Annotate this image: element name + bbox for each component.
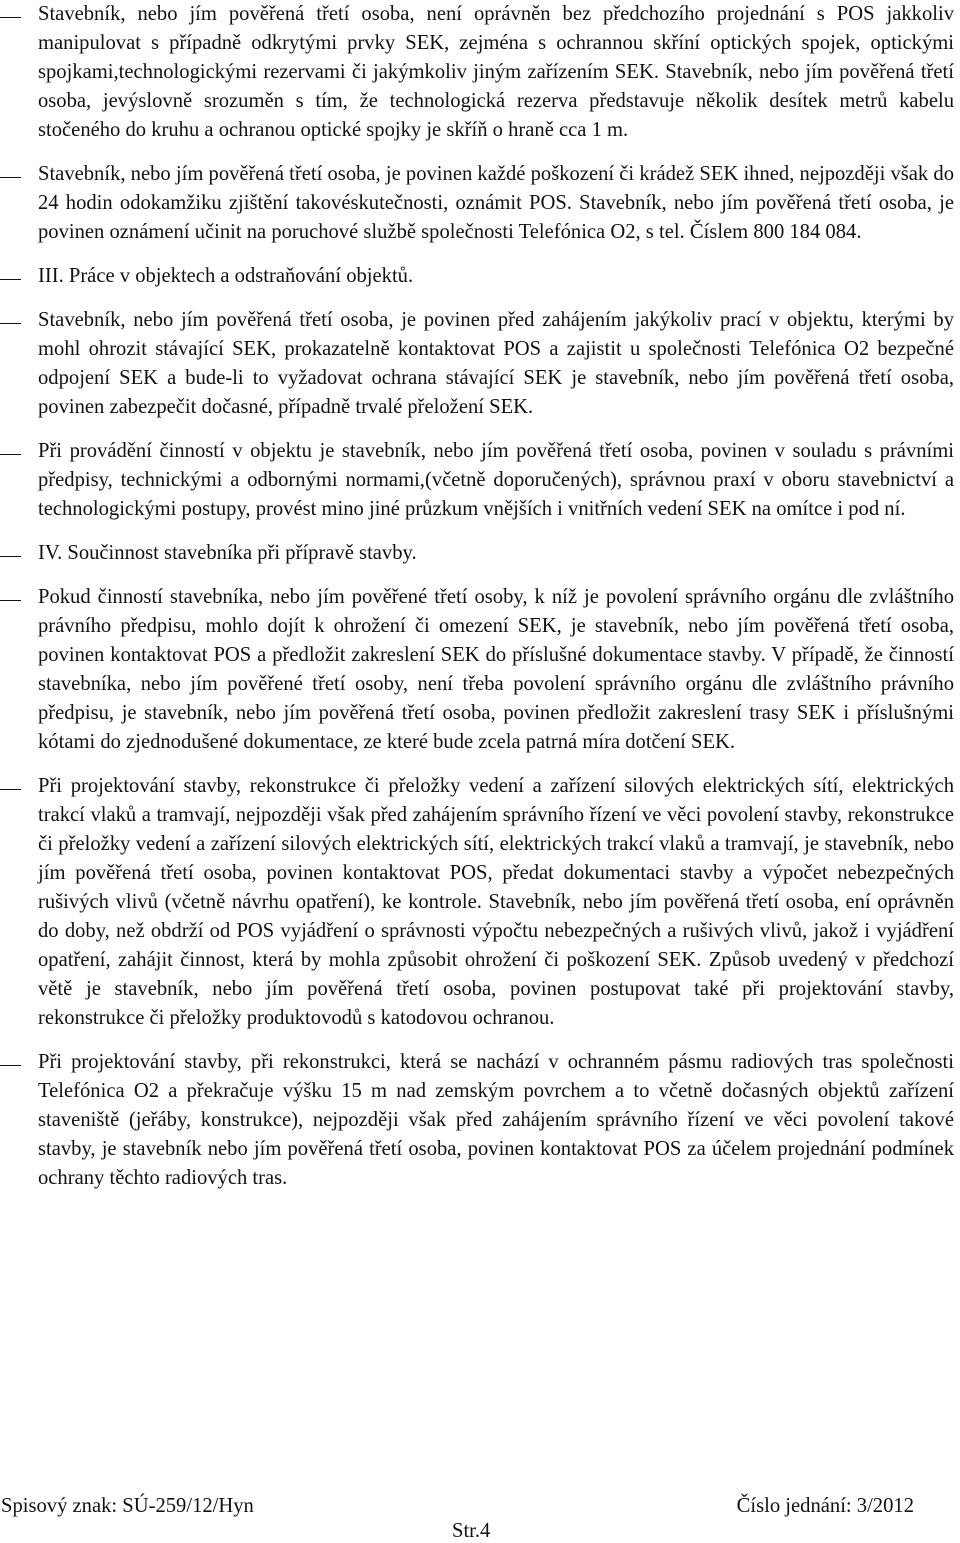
paragraph-text: Stavebník, nebo jím pověřená třetí osoba, je povinen každé poškození či krádež SEK ihned, nejpozději však do 24 hodin odokamžiku zjištění takovéskutečnosti, oznámit POS. Stavebník, nebo jím pověřená třetí osoba, je povinen oznámení učinit na poruchové službě společnosti Telefónica O2, s tel. Číslem 800 184 084.: [38, 163, 954, 243]
dash-bullet: [0, 556, 21, 557]
paragraph-text: Pokud činností stavebníka, nebo jím pověřené třetí osoby, k níž je povolení správního orgánu dle zvláštního právního předpisu, mohlo dojít k ohrožení či omezení SEK, je stavebník, nebo jím pověřená třetí osoba, povinen kontaktovat POS a předložit zakreslení SEK do příslušné dokumentace stavby. V případě, že činností stavebníka, nebo jím pověřené třetí osoby, není třeba povolení správního orgánu dle zvláštního právního předpisu, je stavebník, nebo jím pověřená třetí osoba, povinen předložit zakreslení trasy SEK i příslušnými kótami do zjednodušené dokumentace, ze které bude zcela patrná míra dotčení SEK.: [38, 586, 954, 753]
dash-bullet: [0, 600, 21, 601]
paragraph-text: Při projektování stavby, rekonstrukce či přeložky vedení a zařízení silových elektrických sítí, elektrických trakcí vlaků a tramvají, nejpozději však před zahájením správního řízení ve věci povolení stavby, rekonstrukce či přeložky vedení a zařízení silových elektrických sítí, elektrických trakcí vlaků a tramvají, je stavebník, nebo jím pověřená třetí osoba, povinen kontaktovat POS, předat dokumentaci stavby a výpočet nebezpečných rušivých vlivů (včetně návrhu opatření), ke kontrole. Stavebník, nebo jím pověřená třetí osoba, ení oprávněn do doby, než obdrží od POS vyjádření o správnosti výpočtu nebezpečných a rušivých vlivů, jakož i vyjádření opatření, zahájit činnost, která by mohla způsobit ohrožení či poškození SEK. Způsob uvedený v předchozí větě je stavebník, nebo jím pověřená třetí osoba, povinen postupovat také při projektování stavby, rekonstrukce či přeložky produktovodů s katodovou ochranou.: [38, 775, 954, 1029]
reference-number: Číslo jednání: 3/2012: [736, 1495, 914, 1517]
section-heading-item: [0, 539, 960, 568]
list-item: [0, 583, 960, 757]
dash-bullet: [0, 1065, 21, 1066]
list-item: [0, 437, 960, 524]
list-item: [0, 772, 960, 1033]
paragraph-text: Při projektování stavby, při rekonstrukci, která se nachází v ochranném pásmu radiových tras společnosti Telefónica O2 a překračuje výšku 15 m nad zemským povrchem a to včetně dočasných objektů zařízení staveniště (jeřáby, konstrukce), nejpozději však před zahájením správního řízení ve věci povolení takové stavby, je stavebník nebo jím pověřená třetí osoba, povinen kontaktovat POS za účelem projednání podmínek ochrany těchto radiových tras.: [38, 1051, 954, 1189]
dash-bullet: [0, 454, 21, 455]
page-footer: [0, 1492, 918, 1522]
section-heading: IV. Součinnost stavebníka při přípravě stavby.: [38, 542, 417, 564]
list-item: [0, 306, 960, 422]
dash-bullet: [0, 789, 21, 790]
list-item: [0, 1048, 960, 1193]
dash-bullet: [0, 323, 21, 324]
list-item: [0, 160, 960, 247]
paragraph-text: Při provádění činností v objektu je stavebník, nebo jím pověřená třetí osoba, povinen v souladu s právními předpisy, technickými a odbornými normami,(včetně doporučených), správnou praxí v oboru stavebnictví a technologickými postupy, provést mino jiné průzkum vnějších i vnitřních vedení SEK na omítce i pod ní.: [38, 440, 954, 520]
paragraph-text: Stavebník, nebo jím pověřená třetí osoba, je povinen před zahájením jakýkoliv prací v objektu, kterými by mohl ohrozit stávající SEK, prokazatelně kontaktovat POS a zajistit u společnosti Telefónica O2 bezpečné odpojení SEK a bude-li to vyžadovat ochrana stávající SEK je stavebník, nebo jím pověřená třetí osoba, povinen zabezpečit dočasné, případně trvalé přeložení SEK.: [38, 309, 954, 418]
paragraph-text: Stavebník, nebo jím pověřená třetí osoba, není oprávněn bez předchozího projednání s POS jakkoliv manipulovat s případně odkrytými prvky SEK, zejména s ochrannou skříní optických spojek, optickými spojkami,technologickými rezervami či jakýmkoliv jiným zařízením SEK. Stavebník, nebo jím pověřená třetí osoba, jevýslovně srozuměn s tím, že technologická rezerva představuje několik desítek metrů kabelu stočeného do kruhu a ochranou optické spojky je skříň o hraně cca 1 m.: [38, 3, 954, 141]
list-item: [0, 0, 960, 145]
section-heading-item: [0, 262, 960, 291]
dash-bullet: [0, 17, 21, 18]
file-number: Spisový znak: SÚ-259/12/Hyn: [1, 1495, 254, 1517]
section-heading: III. Práce v objektech a odstraňování objektů.: [38, 265, 414, 287]
dash-bullet: [0, 279, 21, 280]
page-number: Str.4: [452, 1520, 491, 1542]
dash-bullet: [0, 177, 21, 178]
